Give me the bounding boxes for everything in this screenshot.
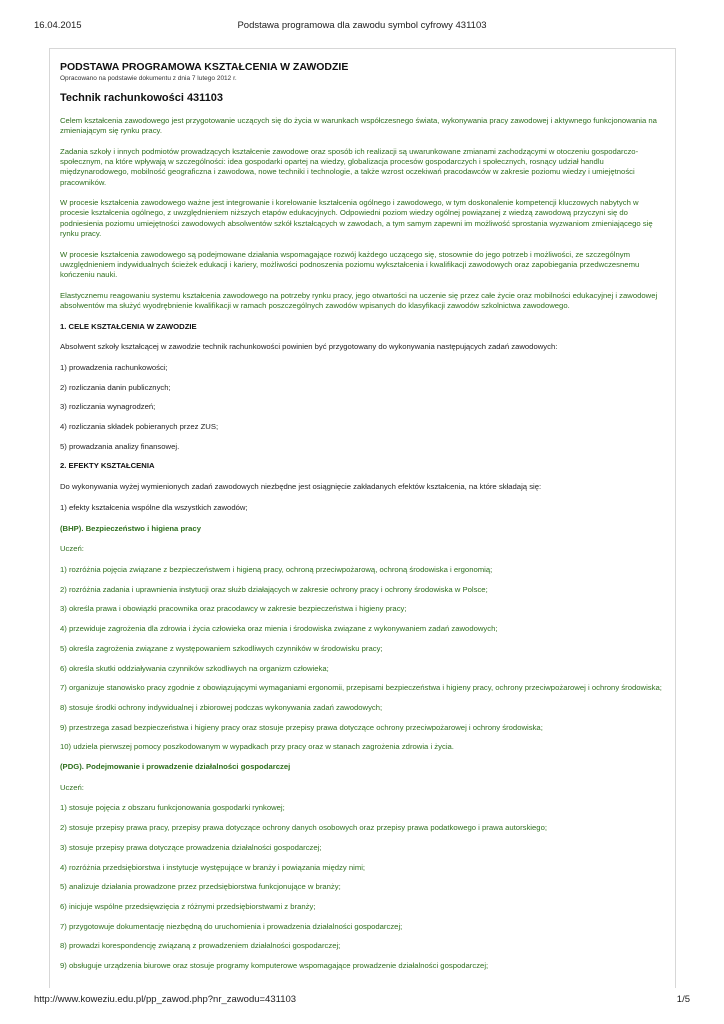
document-frame [49, 48, 676, 988]
intro-paragraph: Celem kształcenia zawodowego jest przygotowanie uczących się do życia w warunkach współczesnego świata, wykonywania pracy zawodowej i aktywnego funkcjonowania na zmieniającym się rynku pracy. [60, 116, 657, 136]
list-item: 5) prowadzania analizy finansowej. [60, 441, 180, 451]
section-sub-lead: 1) efekty kształcenia wspólne dla wszystkich zawodów; [60, 502, 248, 512]
list-item: 9) przestrzega zasad bezpieczeństwa i higieny pracy oraz stosuje przepisy prawa dotyczące ochrony przeciwpożarowej i ochrony środowiska; [60, 722, 543, 732]
print-page-title: Podstawa programowa dla zawodu symbol cyfrowy 431103 [237, 20, 487, 31]
list-item: 7) organizuje stanowisko pracy zgodnie z obowiązującymi wymaganiami ergonomii, przepisami bezpieczeństwa i higieny pracy, ochrony przeciwpożarowej i ochrony środowiska; [60, 683, 662, 693]
list-item: 5) analizuje działania prowadzone przez przedsiębiorstwa funkcjonujące w branży; [60, 882, 341, 892]
list-item: 2) rozróżnia zadania i uprawnienia instytucji oraz służb działających w zakresie ochrony pracy i ochrony środowiska w Polsce; [60, 584, 488, 594]
document-subtitle: Opracowano na podstawie dokumentu z dnia 7 lutego 2012 r. [60, 75, 237, 82]
section-heading: 2. EFEKTY KSZTAŁCENIA [60, 461, 155, 471]
intro-paragraph: W procesie kształcenia zawodowego ważne jest integrowanie i korelowanie kształcenia ogólnego i zawodowego, w tym doskonalenie kompetencji kluczowych nabytych w procesie kształcenia ogólnego, z uwzględnieniem niższych etapów edukacyjnych. Odpowiedni poziom wiedzy ogólnej powiązanej z wiedzą zawodową przyczyni się do podniesienia poziomu umiejętności zawodowych absolwentów szkół kształcących w zawodach, a tym samym zapewni im możliwość sprostania wyzwaniom zmieniającego się rynku pracy. [60, 198, 653, 238]
document-title: PODSTAWA PROGRAMOWA KSZTAŁCENIA W ZAWODZIE [60, 61, 349, 73]
section-lead: Do wykonywania wyżej wymienionych zadań zawodowych niezbędne jest osiągnięcie zakładanych efektów kształcenia, na które składają się: [60, 482, 542, 492]
list-item: 2) stosuje przepisy prawa pracy, przepisy prawa dotyczące ochrony danych osobowych oraz przepisy prawa podatkowego i prawa autorskiego; [60, 823, 547, 833]
print-footer [34, 994, 690, 1005]
list-item: 1) rozróżnia pojęcia związane z bezpieczeństwem i higieną pracy, ochroną przeciwpożarową, ochroną środowiska i ergonomią; [60, 564, 493, 574]
section-lead: Absolwent szkoły kształcącej w zawodzie technik rachunkowości powinien być przygotowany do wykonywania następujących zadań zawodowych: [60, 342, 558, 352]
print-header [34, 20, 690, 31]
pdg-heading: (PDG). Podejmowanie i prowadzenie działalności gospodarczej [60, 762, 291, 772]
list-item: 3) rozliczania wynagrodzeń; [60, 402, 156, 412]
list-item: 1) prowadzenia rachunkowości; [60, 362, 168, 372]
section-heading: 1. CELE KSZTAŁCENIA W ZAWODZIE [60, 321, 197, 331]
learner-label: Uczeń: [60, 782, 84, 792]
list-item: 7) przygotowuje dokumentację niezbędną do uruchomienia i prowadzenia działalności gospodarczej; [60, 921, 403, 931]
intro-paragraph: W procesie kształcenia zawodowego są podejmowane działania wspomagające rozwój każdego uczącego się, stosownie do jego potrzeb i możliwości, ze szczególnym uwzględnieniem indywidualnych ścieżek edukacji i kariery, możliwości podnoszenia poziomu wykształcenia i kwalifikacji zawodowych oraz zapobiegania przedwczesnemu kończeniu nauki. [60, 249, 640, 279]
job-title: Technik rachunkowości 431103 [60, 92, 224, 104]
list-item: 1) stosuje pojęcia z obszaru funkcjonowania gospodarki rynkowej; [60, 803, 285, 813]
list-item: 3) określa prawa i obowiązki pracownika oraz pracodawcy w zakresie bezpieczeństwa i higieny pracy; [60, 604, 407, 614]
learner-label: Uczeń: [60, 544, 84, 554]
list-item: 6) inicjuje wspólne przedsięwzięcia z różnymi przedsiębiorstwami z branży; [60, 901, 316, 911]
list-item: 3) stosuje przepisy prawa dotyczące prowadzenia działalności gospodarczej; [60, 842, 322, 852]
list-item: 4) rozliczania składek pobieranych przez ZUS; [60, 422, 219, 432]
list-item: 10) udziela pierwszej pomocy poszkodowanym w wypadkach przy pracy oraz w stanach zagrożenia zdrowia i życia. [60, 742, 454, 752]
list-item: 4) przewiduje zagrożenia dla zdrowia i życia człowieka oraz mienia i środowiska związane z wykonywaniem zadań zawodowych; [60, 624, 498, 634]
list-item: 6) określa skutki oddziaływania czynników szkodliwych na organizm człowieka; [60, 663, 329, 673]
print-date: 16.04.2015 [34, 20, 82, 31]
list-item: 8) prowadzi korespondencję związaną z prowadzeniem działalności gospodarczej; [60, 941, 341, 951]
bhp-heading: (BHP). Bezpieczeństwo i higiena pracy [60, 523, 201, 533]
footer-url: http://www.koweziu.edu.pl/pp_zawod.php?nr_zawodu=431103 [34, 994, 297, 1005]
list-item: 4) rozróżnia przedsiębiorstwa i instytucje występujące w branży i powiązania między nimi; [60, 862, 366, 872]
list-item: 8) stosuje środki ochrony indywidualnej i zbiorowej podczas wykonywania zadań zawodowych; [60, 702, 383, 712]
intro-paragraph: Zadania szkoły i innych podmiotów prowadzących kształcenie zawodowe oraz sposób ich realizacji są uwarunkowane zmianami zachodzącymi w otoczeniu gospodarczo-społecznym, na które wpływają w szczególności: idea gospodarki opartej na wiedzy, globalizacja procesów gospodarczych i społecznych, rosnący udział handlu międzynarodowego, mobilność geograficzna i zawodowa, nowe techniki i technologie, a także wzrost oczekiwań pracodawców w zakresie poziomu wiedzy i umiejętności pracowników. [60, 146, 639, 187]
intro-paragraph: Elastycznemu reagowaniu systemu kształcenia zawodowego na potrzeby rynku pracy, jego otwartości na uczenie się przez całe życie oraz mobilności edukacyjnej i zawodowej absolwentów ma służyć wyodrębnienie kwalifikacji w ramach poszczególnych zawodów wpisanych do klasyfikacji zawodów szkolnictwa zawodowego. [60, 290, 658, 310]
list-item: 5) określa zagrożenia związane z występowaniem szkodliwych czynników w środowisku pracy; [60, 643, 383, 653]
list-item: 2) rozliczania danin publicznych; [60, 382, 171, 392]
list-item: 9) obsługuje urządzenia biurowe oraz stosuje programy komputerowe wspomagające prowadzenie działalności gospodarczej; [60, 961, 489, 971]
page-number: 1/5 [676, 994, 690, 1005]
